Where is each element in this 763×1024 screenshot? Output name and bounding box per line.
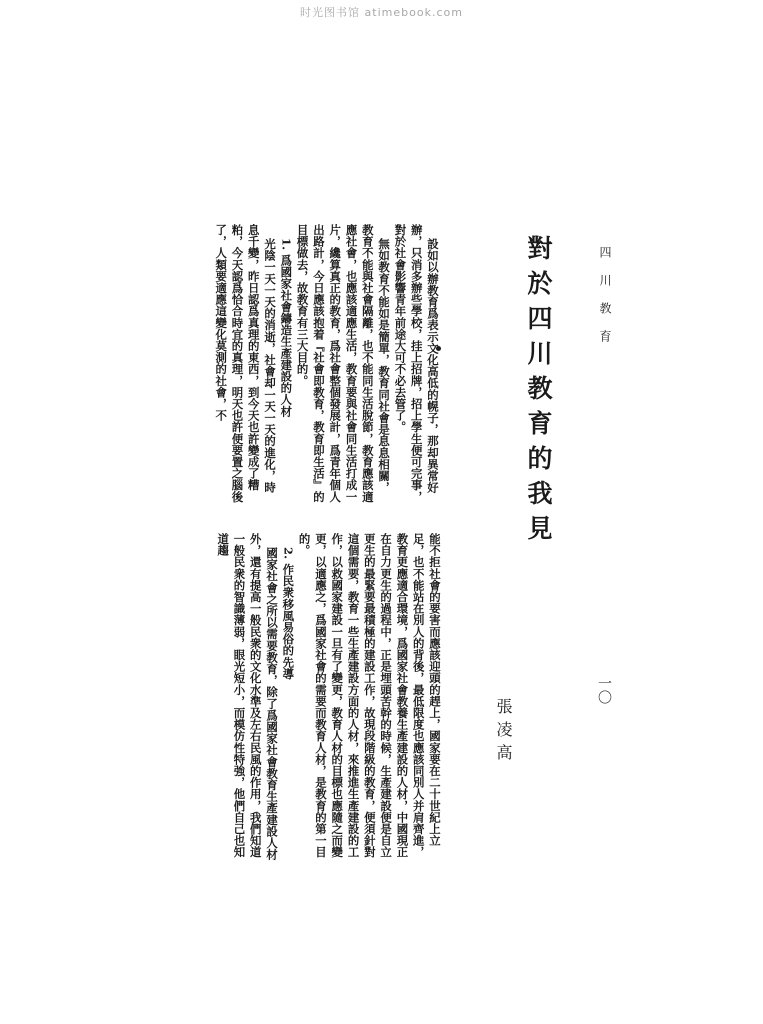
section-heading: 2. 作民衆移風易俗的先導 bbox=[281, 546, 296, 680]
running-header: 四川教育 bbox=[598, 246, 612, 358]
article-author: 張凌高 bbox=[494, 698, 513, 767]
article-title: 對於四川教育的我見 bbox=[524, 235, 553, 550]
article-body-lower bbox=[143, 533, 443, 863]
watermark-text: 时光图书馆 atimebook.com bbox=[300, 6, 463, 19]
paragraph: 光陰一天一天的消逝，社會却一天一天的進化，時息千變，昨日認爲真理的東西，到今天也許變成了糟粕，今天認爲恰合時宜的真理，明天也許便要置之腦後了，人類要適應這變化莫測的社會，不 bbox=[214, 224, 278, 503]
article-body-upper bbox=[161, 224, 441, 504]
paragraph: 國家社會之所以需要教育，除了爲國家社會教育生產建設人材外，還有提高一般民衆的文化水準及左右民風的作用，我們知道一般民衆的智識薄弱，眼光短小，而模仿性特強，他們自己也知道趨 bbox=[216, 533, 280, 860]
page-number: 一〇 bbox=[596, 676, 612, 704]
paragraph: 能不拒社會的要害而應該迎頭的趕上，國家要在二十世紀上立足，也不能站在別人的背後，最低限度也應該同別人并肩齊進，教育更應適合環境，爲國家社會教養生產建設的人材，中國現正在自力更生的過程中，正是埋頭苦幹的時候，生產建設便是自立更生的最緊要最積極的建設工作，故現段階級的教育，便須針對這個需要，教育一些生產建設方面的人材，來推進生產建設的工作，以救國家建設一旦有了變更，教育人材的目標也應隨之而變更，以適應之，爲國家社會的需要而教育人材，是教育的第一目的。 bbox=[297, 533, 442, 858]
paragraph: 無如教育不能如是簡單，教育同社會是息息相關，教育不能與社會隔離，也不能同生活脫節，教育應該適應社會，也應該適應生活，教育要與社會同生活打成一片，纔算真正的教育，爲社會整個發展計，爲青年個人出路計，今日應該抱着『社會即教育，教育即生活』的目標做去，故教育有三大目的。 bbox=[295, 224, 392, 503]
paragraph: 設如以辦教育爲表示文化高低的幌子，那却異常好辦，只消多辦些學校，挂上招牌，招上學生便可完事，對於社會影響青年前途大可不必去管了。 bbox=[393, 224, 440, 503]
section-heading: 1. 爲國家社會鑄造生產建設的人材 bbox=[279, 237, 294, 417]
